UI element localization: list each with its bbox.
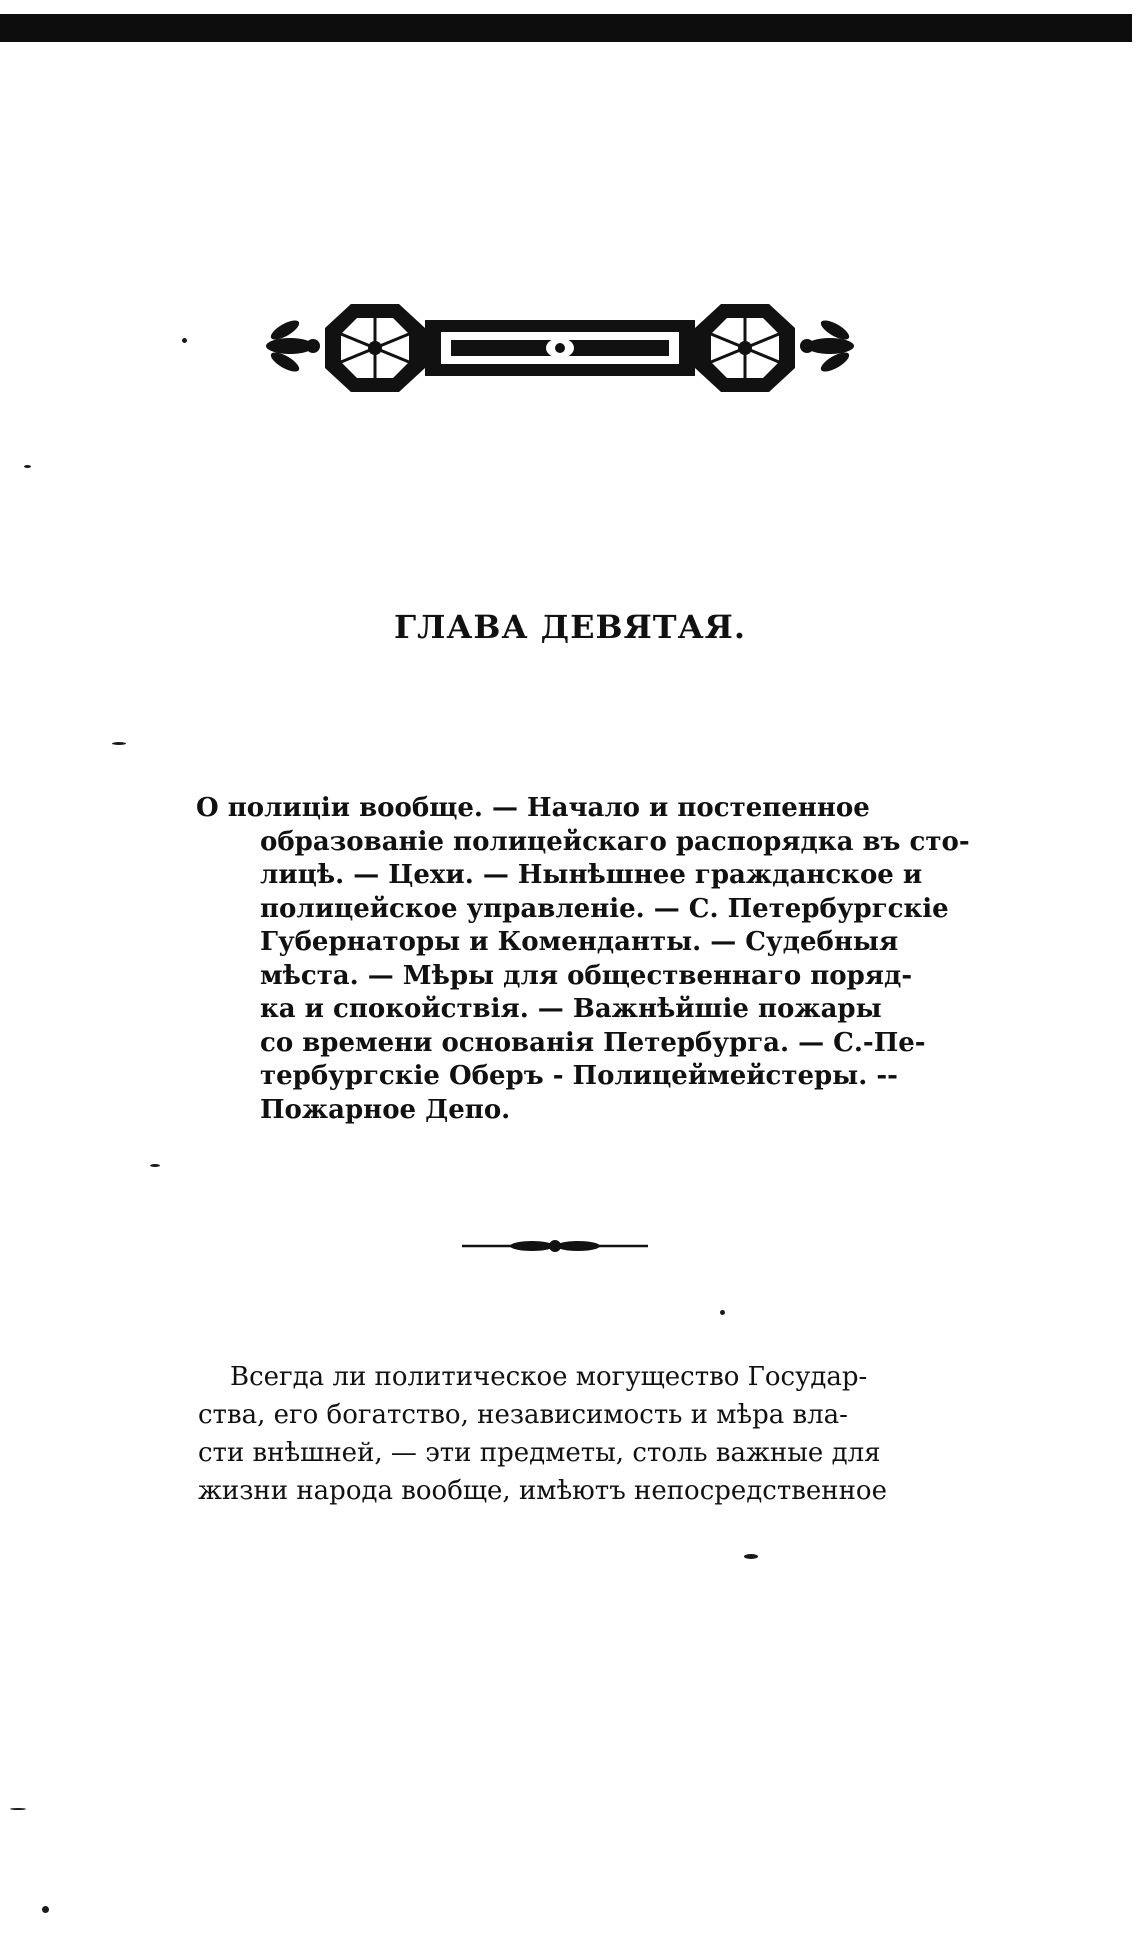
right-medallion-icon <box>695 304 795 392</box>
scan-speck <box>112 742 126 745</box>
summary-line: мѣста. — Мѣры для общественнаго поряд- <box>260 960 913 991</box>
scan-speck <box>720 1310 725 1315</box>
body-line: сти внѣшней, — эти предметы, столь важные для <box>198 1438 881 1468</box>
chapter-title: ГЛАВА ДЕВЯТАЯ. <box>393 608 747 646</box>
body-paragraph <box>198 1358 923 1510</box>
scan-speck <box>24 465 31 468</box>
top-border-rule <box>0 14 1132 42</box>
summary-line: ка и спокойствія. — Важнѣйшіе пожары <box>260 994 882 1024</box>
summary-line: О полиціи вообще. — Начало и постепенное <box>196 793 870 823</box>
chapter-summary <box>196 792 970 1127</box>
summary-line: лицѣ. — Цехи. — Нынѣшнее гражданское и <box>260 860 923 890</box>
body-line: ства, его богатство, независимость и мѣра вла- <box>198 1400 848 1430</box>
section-divider <box>462 1238 648 1254</box>
summary-line: тербургскіе Оберъ - Полицеймейстеры. -- <box>260 1061 898 1091</box>
summary-line: Пожарное Депо. <box>260 1094 511 1125</box>
central-bar-icon <box>425 320 695 376</box>
summary-line: образованіе полицейскаго распорядка въ сто- <box>260 826 970 857</box>
summary-line: со времени основанія Петербурга. — С.-Пе- <box>260 1027 926 1058</box>
summary-line: полицейское управленіе. — С. Петербургскіе <box>260 893 949 924</box>
summary-line: Губернаторы и Коменданты. — Судебныя <box>260 927 899 957</box>
left-palmette-icon <box>266 317 320 375</box>
scan-speck <box>182 338 187 343</box>
scan-speck <box>150 1164 160 1167</box>
right-palmette-icon <box>800 317 854 375</box>
headpiece-ornament <box>255 296 865 396</box>
scan-speck <box>744 1554 758 1559</box>
left-medallion-icon <box>325 304 425 392</box>
body-line: Всегда ли политическое могущество Государ- <box>230 1362 868 1392</box>
body-line: жизни народа вообще, имѣютъ непосредственное <box>198 1476 887 1506</box>
scan-speck <box>10 1808 26 1810</box>
scan-speck <box>42 1906 49 1913</box>
